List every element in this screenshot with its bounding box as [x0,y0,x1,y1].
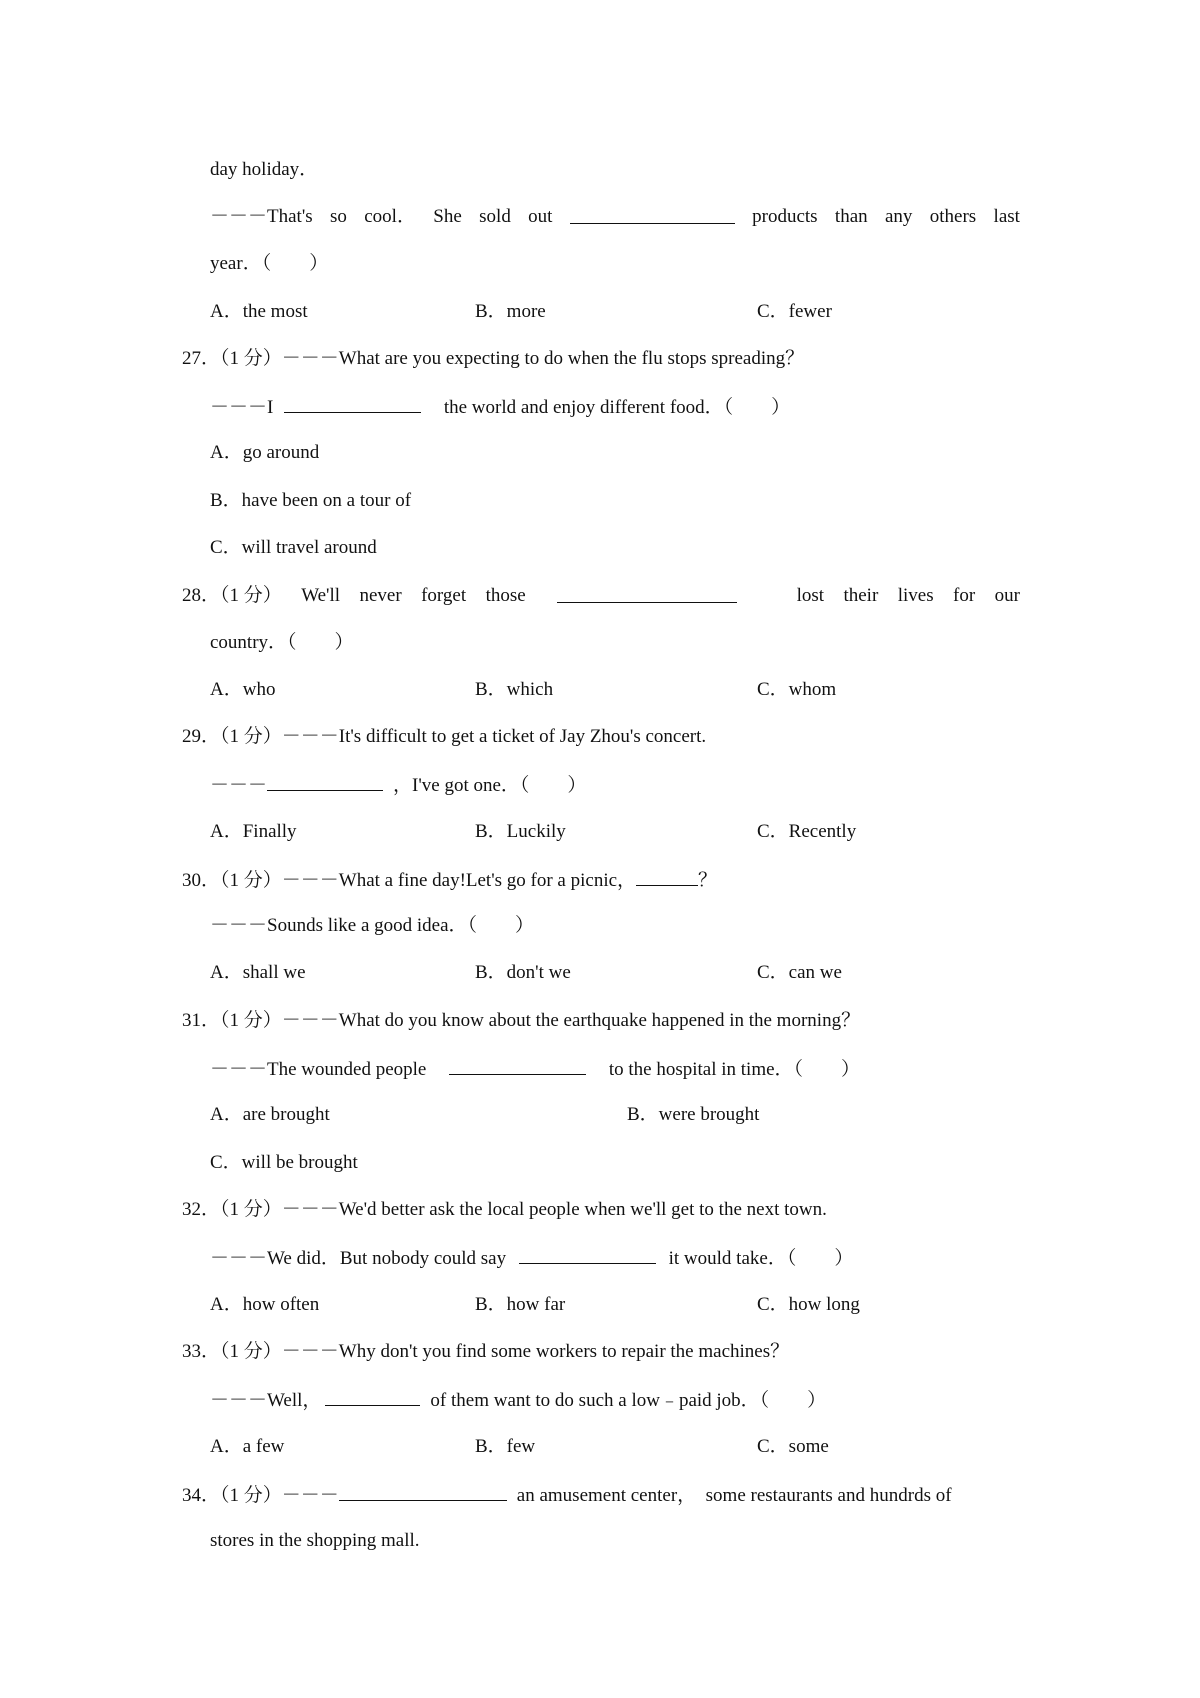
answer-blank[interactable] [570,205,735,224]
answer-blank[interactable] [325,1387,420,1406]
q26-reply-prefix: －－－That's [210,206,313,227]
q28-word: never [359,585,402,606]
q28-cont: country．（ ） [210,632,354,653]
q33-stem [182,1340,789,1364]
question-number: 29．（1 分） [182,726,282,747]
q26-word: than [834,206,868,227]
q26-word: She [433,206,462,227]
q28-word: lives [897,585,934,606]
q28-stem [182,584,1020,608]
q26-word: sold [479,206,511,227]
q28-word: forget [421,585,467,606]
q33-option-a[interactable]: A．a few [210,1436,285,1457]
q28-option-c[interactable]: C．whom [757,679,837,700]
question-text-suffix: an amusement center， some restaurants and hundrds of [516,1485,952,1506]
q29-option-a[interactable]: A．Finally [210,821,297,842]
q30-option-a[interactable]: A．shall we [210,962,306,983]
q26-word: so [329,206,347,227]
q27-option-b[interactable]: B．have been on a tour of [210,490,412,511]
q26-option-c[interactable]: C．fewer [757,301,832,322]
reply-prefix: －－－The wounded people [210,1059,427,1080]
q29-reply [210,772,586,798]
q31-option-b[interactable]: B．were brought [627,1104,760,1125]
q31-option-a[interactable]: A．are brought [210,1104,330,1125]
q27-option-a[interactable]: A．go around [210,442,320,463]
q31-option-c[interactable]: C．will be brought [210,1152,358,1173]
reply-prefix: －－－I [210,397,274,418]
q32-stem [182,1198,827,1222]
answer-blank[interactable] [339,1482,507,1501]
q28-word: for [953,585,976,606]
q32-option-a[interactable]: A．how often [210,1294,320,1315]
q26-word: last [993,206,1020,227]
q32-reply [210,1245,853,1271]
q26-word: out [528,206,553,227]
q26-reply-line [210,205,1020,229]
q30-option-c[interactable]: C．can we [757,962,842,983]
q34-stem [182,1482,952,1508]
question-number: 34．（1 分） [182,1485,282,1506]
answer-blank[interactable] [267,772,383,791]
q26-word: others [929,206,977,227]
q27-option-c[interactable]: C．will travel around [210,537,377,558]
question-text: －－－What do you know about the earthquake happened in the morning？ [281,1010,861,1031]
q29-option-b[interactable]: B．Luckily [475,821,566,842]
question-mark: ？ [698,870,718,891]
reply-suffix: the world and enjoy different food．（ ） [443,397,791,418]
question-text: －－－Why don't you find some workers to repair the machines？ [281,1341,790,1362]
q31-stem [182,1009,860,1033]
q32-option-b[interactable]: B．how far [475,1294,566,1315]
reply-suffix: it would take．（ ） [668,1248,854,1269]
reply-suffix: to the hospital in time．（ ） [608,1059,861,1080]
q31-reply [210,1056,860,1082]
q28-word: their [843,585,879,606]
q28-option-a[interactable]: A．who [210,679,276,700]
reply-suffix: of them want to do such a low﹣paid job．（ ） [430,1390,827,1411]
q27-reply [210,394,790,420]
reply-prefix: －－－We did．But nobody could say [210,1248,507,1269]
q34-cont: stores in the shopping mall. [210,1530,420,1551]
answer-blank[interactable] [519,1245,656,1264]
reply-prefix: －－－Well， [210,1390,322,1411]
q26-option-a[interactable]: A．the most [210,301,308,322]
question-number: 30．（1 分） [182,870,282,891]
q30-option-b[interactable]: B．don't we [475,962,571,983]
question-number: 31．（1 分） [182,1010,282,1031]
question-number: 28．（1 分） [182,585,282,606]
q28-word: those [485,585,526,606]
question-text: －－－What a fine day!Let's go for a picnic， [281,870,637,891]
question-number: 32．（1 分） [182,1199,282,1220]
q30-reply: －－－Sounds like a good idea．（ ） [210,915,535,936]
q26-word: cool． [364,206,416,227]
answer-blank[interactable] [557,584,737,603]
reply-suffix: ，I've got one．（ ） [393,775,587,796]
q30-stem [182,867,717,893]
question-text: －－－What are you expecting to do when the flu stops spreading？ [281,348,805,369]
question-text: －－－ [281,1485,339,1506]
answer-blank[interactable] [284,394,421,413]
q32-option-c[interactable]: C．how long [757,1294,860,1315]
question-number: 33．（1 分） [182,1341,282,1362]
q28-option-b[interactable]: B．which [475,679,554,700]
reply-prefix: －－－ [210,775,268,796]
q33-option-c[interactable]: C．some [757,1436,829,1457]
q26-word: products [752,206,818,227]
question-number: 27．（1 分） [182,348,282,369]
answer-blank[interactable] [449,1056,586,1075]
answer-blank[interactable] [636,867,698,886]
question-text: －－－It's difficult to get a ticket of Jay Zhou's concert. [281,726,707,747]
q28-word: our [994,585,1020,606]
q26-option-b[interactable]: B．more [475,301,546,322]
q26-word: any [884,206,913,227]
q27-stem [182,347,804,371]
q28-word: lost [796,585,825,606]
q26-cont-line: day holiday． [210,159,319,180]
q33-option-b[interactable]: B．few [475,1436,536,1457]
q29-option-c[interactable]: C．Recently [757,821,857,842]
q28-word: We'll [301,585,341,606]
q29-stem [182,725,706,749]
q33-reply [210,1387,826,1413]
question-text: －－－We'd better ask the local people when we'll get to the next town. [281,1199,827,1220]
q26-cont-line2: year．（ ） [210,253,329,274]
